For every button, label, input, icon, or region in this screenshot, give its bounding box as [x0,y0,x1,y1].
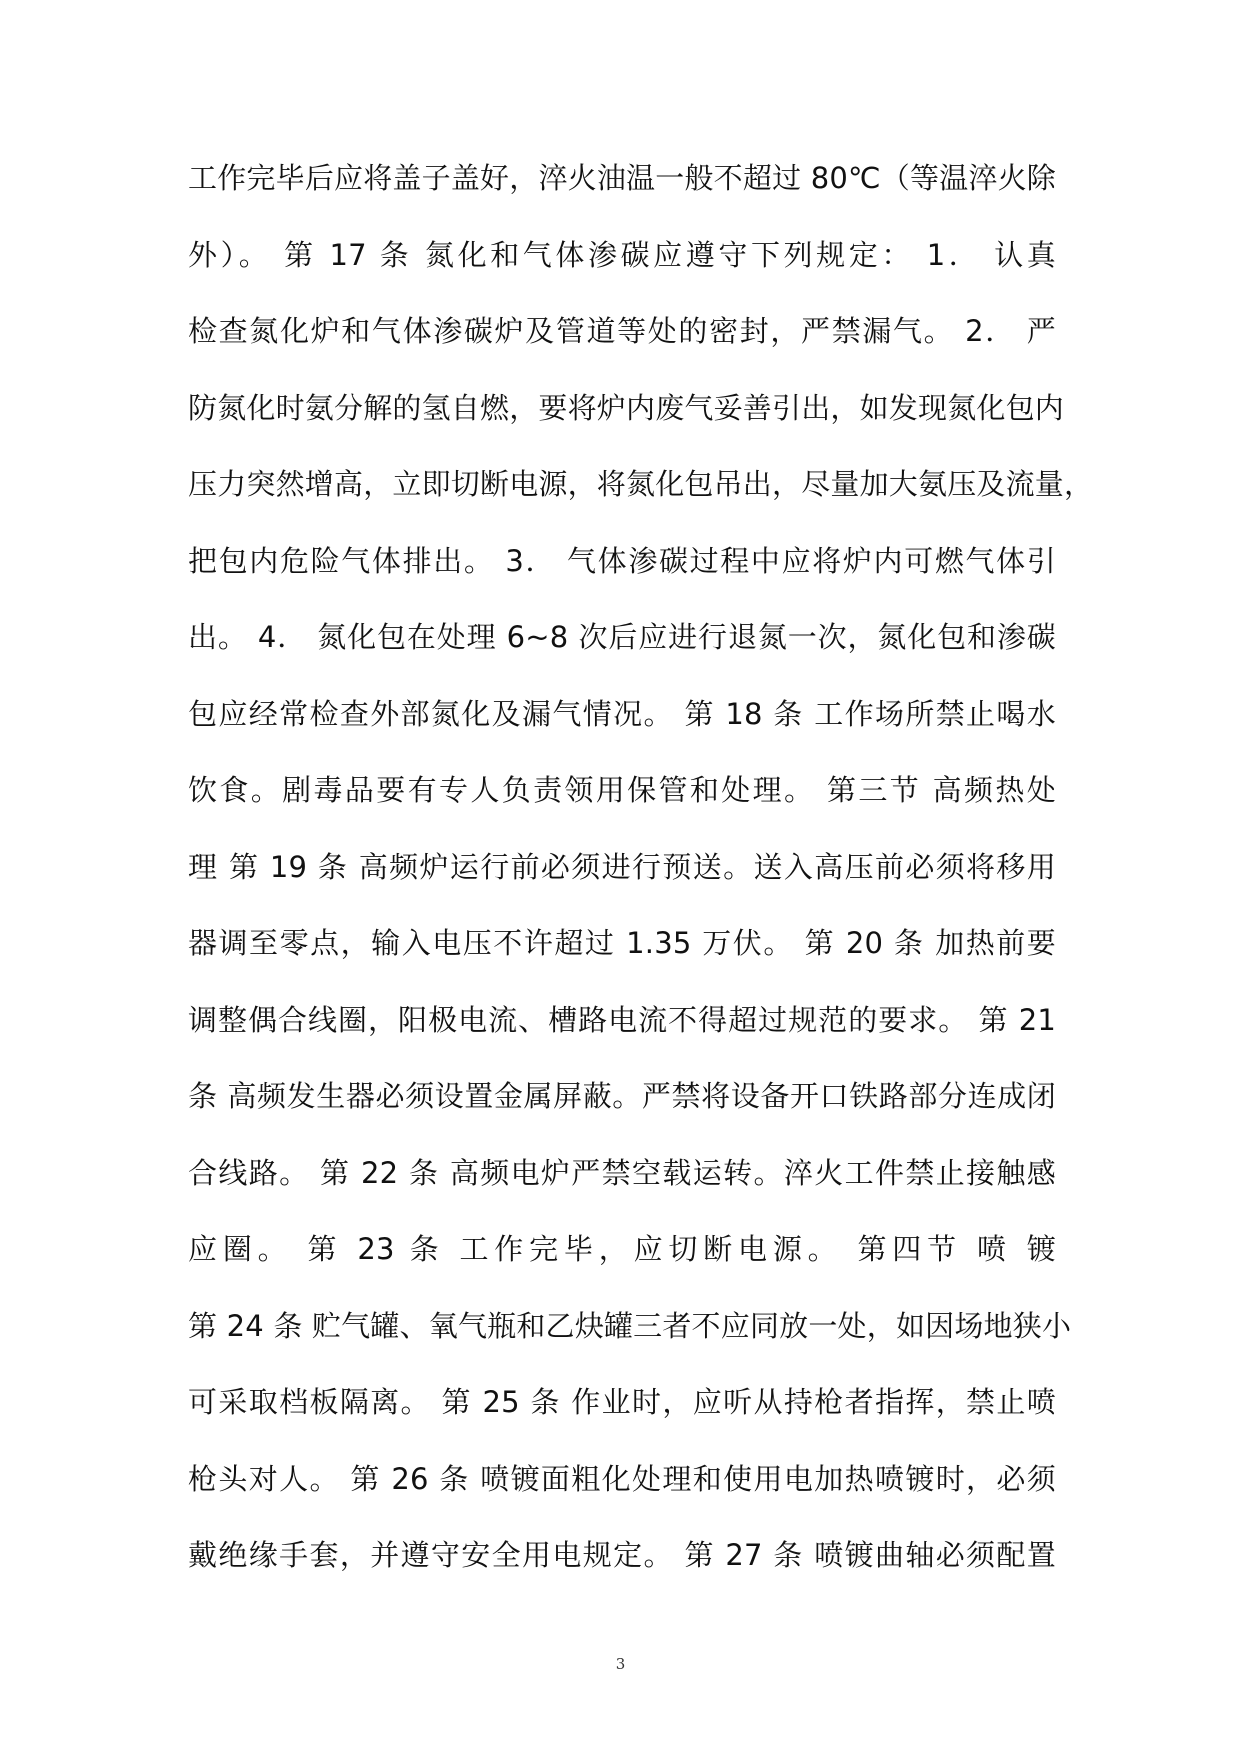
text-line: 合线路。 第 22 条 高频电炉严禁空载运转。淬火工件禁止接触感 [188,1155,1056,1190]
text-line: 戴绝缘手套，并遵守安全用电规定。 第 27 条 喷镀曲轴必须配置 [188,1538,1056,1572]
text-line: 把包内危险气体排出。 3． 气体渗碳过程中应将炉内可燃气体引 [188,543,1056,578]
text-line: 枪头对人。 第 26 条 喷镀面粗化处理和使用电加热喷镀时，必须 [188,1461,1056,1496]
text-line: 出。 4． 氮化包在处理 6~8 次后应进行退氮一次，氮化包和渗碳 [188,620,1056,654]
text-line: 理 第 19 条 高频炉运行前必须进行预送。送入高压前必须将移用 [188,849,1056,884]
text-line: 检查氮化炉和气体渗碳炉及管道等处的密封，严禁漏气。 2． 严 [188,314,1056,348]
text-line: 调整偶合线圈，阳极电流、槽路电流不得超过规范的要求。 第 21 [188,1002,1056,1037]
text-line: 饮食。剧毒品要有专人负责领用保管和处理。 第三节 高频热处 [188,773,1056,807]
text-line: 条 高频发生器必须设置金属屏蔽。严禁将设备开口铁路部分连成闭 [188,1079,1056,1113]
text-line: 包应经常检查外部氮化及漏气情况。 第 18 条 工作场所禁止喝水 [188,696,1056,731]
page-number: 3 [615,1655,626,1673]
text-line: 工作完毕后应将盖子盖好，淬火油温一般不超过 80℃（等温淬火除 [188,161,1056,195]
text-line: 外）。 第 17 条 氮化和气体渗碳应遵守下列规定： 1． 认真 [188,237,1056,272]
text-line: 可采取档板隔离。 第 25 条 作业时，应听从持枪者指挥，禁止喷 [188,1385,1056,1419]
text-line: 第 24 条 贮气罐、氧气瓶和乙炔罐三者不应同放一处，如因场地狭小 [188,1308,1072,1343]
body-text [188,148,1094,1602]
text-line: 防氮化时氨分解的氢自燃，要将炉内废气妥善引出，如发现氮化包内 [188,390,1065,425]
text-line: 器调至零点，输入电压不许超过 1.35 万伏。 第 20 条 加热前要 [188,926,1056,960]
text-line: 压力突然增高，立即切断电源，将氮化包吊出，尽量加大氨压及流量， [188,467,1094,501]
text-line: 应圈。 第 23 条 工作完毕，应切断电源。 第四节 喷 镀 [188,1232,1056,1266]
